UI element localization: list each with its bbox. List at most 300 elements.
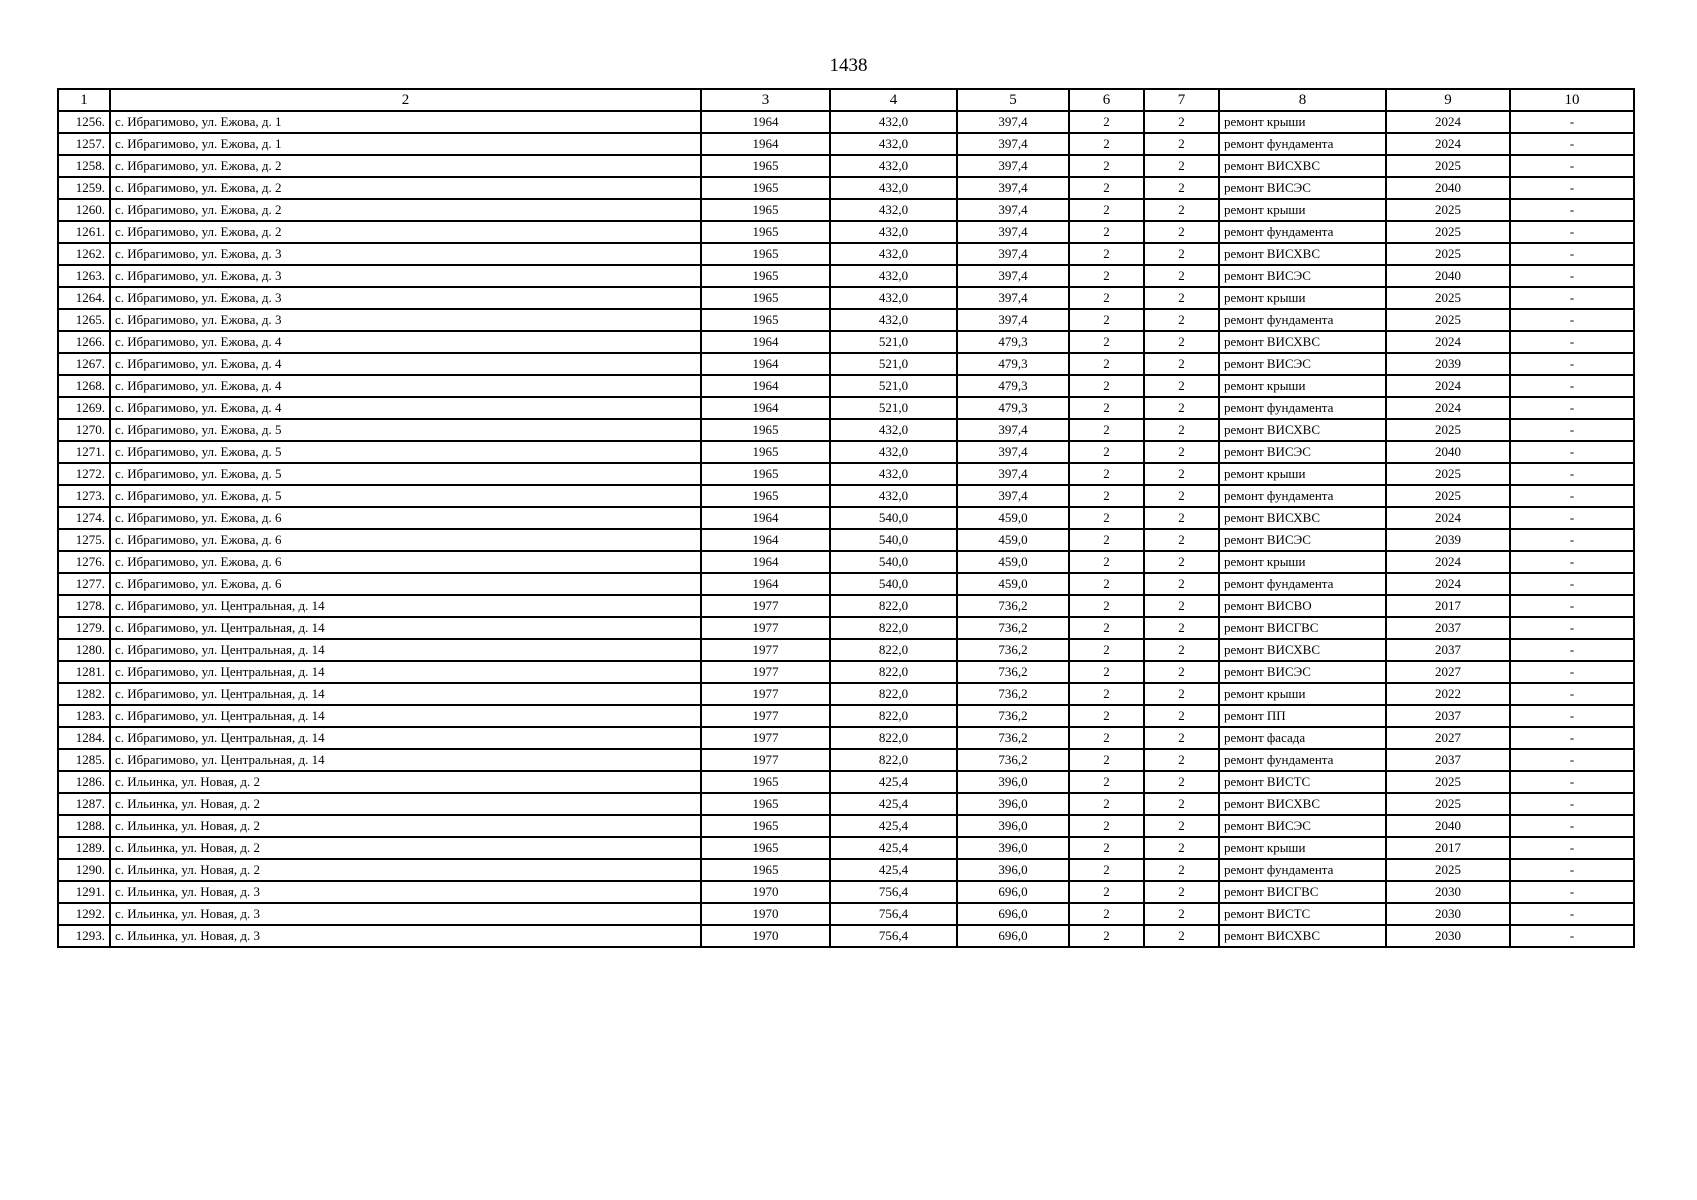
address-cell: с. Ибрагимово, ул. Ежова, д. 4 — [110, 353, 701, 375]
note-cell: - — [1510, 507, 1634, 529]
note-cell: - — [1510, 199, 1634, 221]
column-header-8: 8 — [1219, 89, 1386, 111]
table-row — [58, 419, 1634, 441]
table-row — [58, 881, 1634, 903]
year-built-cell: 1964 — [701, 375, 830, 397]
note-cell: - — [1510, 441, 1634, 463]
column-header-4: 4 — [830, 89, 957, 111]
entrances-cell: 2 — [1144, 705, 1219, 727]
year-built-cell: 1965 — [701, 155, 830, 177]
address-cell: с. Ибрагимово, ул. Ежова, д. 1 — [110, 111, 701, 133]
floors-cell: 2 — [1069, 221, 1144, 243]
living-area-cell: 736,2 — [957, 749, 1069, 771]
note-cell: - — [1510, 353, 1634, 375]
total-area-cell: 432,0 — [830, 265, 957, 287]
repair-year-cell: 2024 — [1386, 551, 1510, 573]
living-area-cell: 736,2 — [957, 595, 1069, 617]
total-area-cell: 432,0 — [830, 287, 957, 309]
year-built-cell: 1977 — [701, 595, 830, 617]
repair-year-cell: 2024 — [1386, 507, 1510, 529]
table-row — [58, 507, 1634, 529]
table-row — [58, 771, 1634, 793]
note-cell: - — [1510, 727, 1634, 749]
floors-cell: 2 — [1069, 287, 1144, 309]
work-type-cell: ремонт крыши — [1219, 287, 1386, 309]
table-row — [58, 397, 1634, 419]
living-area-cell: 397,4 — [957, 265, 1069, 287]
column-header-1: 1 — [58, 89, 110, 111]
work-type-cell: ремонт фундамента — [1219, 397, 1386, 419]
living-area-cell: 396,0 — [957, 793, 1069, 815]
floors-cell: 2 — [1069, 771, 1144, 793]
floors-cell: 2 — [1069, 111, 1144, 133]
work-type-cell: ремонт фундамента — [1219, 221, 1386, 243]
year-built-cell: 1965 — [701, 287, 830, 309]
address-cell: с. Ильинка, ул. Новая, д. 2 — [110, 815, 701, 837]
row-number-cell: 1259. — [58, 177, 110, 199]
work-type-cell: ремонт ВИСХВС — [1219, 155, 1386, 177]
repair-year-cell: 2040 — [1386, 177, 1510, 199]
total-area-cell: 822,0 — [830, 749, 957, 771]
total-area-cell: 521,0 — [830, 375, 957, 397]
row-number-cell: 1284. — [58, 727, 110, 749]
floors-cell: 2 — [1069, 309, 1144, 331]
living-area-cell: 696,0 — [957, 903, 1069, 925]
year-built-cell: 1964 — [701, 133, 830, 155]
row-number-cell: 1271. — [58, 441, 110, 463]
floors-cell: 2 — [1069, 419, 1144, 441]
work-type-cell: ремонт ВИСГВС — [1219, 881, 1386, 903]
year-built-cell: 1964 — [701, 397, 830, 419]
living-area-cell: 736,2 — [957, 661, 1069, 683]
entrances-cell: 2 — [1144, 573, 1219, 595]
note-cell: - — [1510, 617, 1634, 639]
note-cell: - — [1510, 925, 1634, 947]
work-type-cell: ремонт фундамента — [1219, 573, 1386, 595]
entrances-cell: 2 — [1144, 397, 1219, 419]
entrances-cell: 2 — [1144, 485, 1219, 507]
entrances-cell: 2 — [1144, 859, 1219, 881]
repair-year-cell: 2024 — [1386, 375, 1510, 397]
row-number-cell: 1280. — [58, 639, 110, 661]
living-area-cell: 479,3 — [957, 375, 1069, 397]
floors-cell: 2 — [1069, 837, 1144, 859]
repair-year-cell: 2025 — [1386, 221, 1510, 243]
floors-cell: 2 — [1069, 265, 1144, 287]
note-cell: - — [1510, 881, 1634, 903]
living-area-cell: 736,2 — [957, 639, 1069, 661]
column-header-2: 2 — [110, 89, 701, 111]
floors-cell: 2 — [1069, 705, 1144, 727]
living-area-cell: 396,0 — [957, 815, 1069, 837]
note-cell: - — [1510, 265, 1634, 287]
row-number-cell: 1256. — [58, 111, 110, 133]
repair-year-cell: 2030 — [1386, 903, 1510, 925]
total-area-cell: 432,0 — [830, 243, 957, 265]
work-type-cell: ремонт ВИСЭС — [1219, 529, 1386, 551]
year-built-cell: 1964 — [701, 331, 830, 353]
address-cell: с. Ибрагимово, ул. Ежова, д. 5 — [110, 441, 701, 463]
total-area-cell: 425,4 — [830, 815, 957, 837]
work-type-cell: ремонт фундамента — [1219, 859, 1386, 881]
year-built-cell: 1965 — [701, 859, 830, 881]
living-area-cell: 397,4 — [957, 287, 1069, 309]
column-header-7: 7 — [1144, 89, 1219, 111]
table-row — [58, 815, 1634, 837]
table-row — [58, 837, 1634, 859]
floors-cell: 2 — [1069, 749, 1144, 771]
note-cell: - — [1510, 397, 1634, 419]
total-area-cell: 540,0 — [830, 529, 957, 551]
living-area-cell: 397,4 — [957, 221, 1069, 243]
entrances-cell: 2 — [1144, 353, 1219, 375]
entrances-cell: 2 — [1144, 133, 1219, 155]
living-area-cell: 397,4 — [957, 177, 1069, 199]
note-cell: - — [1510, 815, 1634, 837]
note-cell: - — [1510, 859, 1634, 881]
year-built-cell: 1970 — [701, 881, 830, 903]
entrances-cell: 2 — [1144, 199, 1219, 221]
note-cell: - — [1510, 155, 1634, 177]
entrances-cell: 2 — [1144, 925, 1219, 947]
address-cell: с. Ибрагимово, ул. Ежова, д. 3 — [110, 309, 701, 331]
row-number-cell: 1266. — [58, 331, 110, 353]
note-cell: - — [1510, 837, 1634, 859]
address-cell: с. Ибрагимово, ул. Центральная, д. 14 — [110, 661, 701, 683]
address-cell: с. Ильинка, ул. Новая, д. 2 — [110, 793, 701, 815]
repair-year-cell: 2039 — [1386, 353, 1510, 375]
address-cell: с. Ибрагимово, ул. Центральная, д. 14 — [110, 639, 701, 661]
total-area-cell: 432,0 — [830, 199, 957, 221]
note-cell: - — [1510, 111, 1634, 133]
note-cell: - — [1510, 661, 1634, 683]
total-area-cell: 822,0 — [830, 639, 957, 661]
row-number-cell: 1286. — [58, 771, 110, 793]
total-area-cell: 540,0 — [830, 551, 957, 573]
row-number-cell: 1263. — [58, 265, 110, 287]
note-cell: - — [1510, 375, 1634, 397]
entrances-cell: 2 — [1144, 683, 1219, 705]
entrances-cell: 2 — [1144, 265, 1219, 287]
work-type-cell: ремонт ВИСХВС — [1219, 925, 1386, 947]
total-area-cell: 521,0 — [830, 397, 957, 419]
column-header-10: 10 — [1510, 89, 1634, 111]
floors-cell: 2 — [1069, 397, 1144, 419]
address-cell: с. Ибрагимово, ул. Ежова, д. 3 — [110, 243, 701, 265]
living-area-cell: 459,0 — [957, 507, 1069, 529]
repair-year-cell: 2027 — [1386, 661, 1510, 683]
entrances-cell: 2 — [1144, 375, 1219, 397]
note-cell: - — [1510, 221, 1634, 243]
table-body — [58, 111, 1634, 947]
work-type-cell: ремонт ПП — [1219, 705, 1386, 727]
year-built-cell: 1965 — [701, 177, 830, 199]
floors-cell: 2 — [1069, 639, 1144, 661]
repair-year-cell: 2027 — [1386, 727, 1510, 749]
work-type-cell: ремонт крыши — [1219, 837, 1386, 859]
year-built-cell: 1977 — [701, 617, 830, 639]
living-area-cell: 736,2 — [957, 617, 1069, 639]
address-cell: с. Ибрагимово, ул. Ежова, д. 4 — [110, 375, 701, 397]
row-number-cell: 1292. — [58, 903, 110, 925]
table-row — [58, 133, 1634, 155]
address-cell: с. Ибрагимово, ул. Центральная, д. 14 — [110, 749, 701, 771]
entrances-cell: 2 — [1144, 595, 1219, 617]
address-cell: с. Ибрагимово, ул. Ежова, д. 6 — [110, 573, 701, 595]
total-area-cell: 432,0 — [830, 155, 957, 177]
table-row — [58, 353, 1634, 375]
repair-year-cell: 2024 — [1386, 111, 1510, 133]
note-cell: - — [1510, 133, 1634, 155]
living-area-cell: 696,0 — [957, 925, 1069, 947]
living-area-cell: 479,3 — [957, 331, 1069, 353]
address-cell: с. Ибрагимово, ул. Центральная, д. 14 — [110, 595, 701, 617]
row-number-cell: 1287. — [58, 793, 110, 815]
entrances-cell: 2 — [1144, 815, 1219, 837]
work-type-cell: ремонт ВИСХВС — [1219, 243, 1386, 265]
row-number-cell: 1267. — [58, 353, 110, 375]
entrances-cell: 2 — [1144, 749, 1219, 771]
living-area-cell: 397,4 — [957, 243, 1069, 265]
total-area-cell: 432,0 — [830, 419, 957, 441]
row-number-cell: 1268. — [58, 375, 110, 397]
year-built-cell: 1970 — [701, 903, 830, 925]
work-type-cell: ремонт фундамента — [1219, 309, 1386, 331]
living-area-cell: 736,2 — [957, 683, 1069, 705]
living-area-cell: 396,0 — [957, 859, 1069, 881]
entrances-cell: 2 — [1144, 793, 1219, 815]
table-row — [58, 485, 1634, 507]
work-type-cell: ремонт крыши — [1219, 375, 1386, 397]
living-area-cell: 479,3 — [957, 353, 1069, 375]
year-built-cell: 1964 — [701, 353, 830, 375]
repair-year-cell: 2025 — [1386, 309, 1510, 331]
address-cell: с. Ильинка, ул. Новая, д. 3 — [110, 903, 701, 925]
year-built-cell: 1965 — [701, 309, 830, 331]
table-row — [58, 331, 1634, 353]
work-type-cell: ремонт ВИСВО — [1219, 595, 1386, 617]
row-number-cell: 1257. — [58, 133, 110, 155]
year-built-cell: 1977 — [701, 705, 830, 727]
entrances-cell: 2 — [1144, 463, 1219, 485]
floors-cell: 2 — [1069, 485, 1144, 507]
address-cell: с. Ибрагимово, ул. Ежова, д. 5 — [110, 463, 701, 485]
total-area-cell: 432,0 — [830, 463, 957, 485]
row-number-cell: 1258. — [58, 155, 110, 177]
total-area-cell: 521,0 — [830, 331, 957, 353]
repair-year-cell: 2030 — [1386, 881, 1510, 903]
entrances-cell: 2 — [1144, 177, 1219, 199]
repair-schedule-table — [57, 88, 1635, 948]
living-area-cell: 459,0 — [957, 573, 1069, 595]
living-area-cell: 736,2 — [957, 705, 1069, 727]
address-cell: с. Ибрагимово, ул. Центральная, д. 14 — [110, 617, 701, 639]
column-header-3: 3 — [701, 89, 830, 111]
note-cell: - — [1510, 485, 1634, 507]
address-cell: с. Ибрагимово, ул. Ежова, д. 1 — [110, 133, 701, 155]
repair-year-cell: 2025 — [1386, 155, 1510, 177]
column-header-5: 5 — [957, 89, 1069, 111]
total-area-cell: 432,0 — [830, 485, 957, 507]
address-cell: с. Ибрагимово, ул. Ежова, д. 3 — [110, 265, 701, 287]
floors-cell: 2 — [1069, 727, 1144, 749]
address-cell: с. Ибрагимово, ул. Ежова, д. 4 — [110, 331, 701, 353]
repair-year-cell: 2025 — [1386, 859, 1510, 881]
row-number-cell: 1273. — [58, 485, 110, 507]
floors-cell: 2 — [1069, 925, 1144, 947]
entrances-cell: 2 — [1144, 639, 1219, 661]
floors-cell: 2 — [1069, 353, 1144, 375]
repair-year-cell: 2017 — [1386, 837, 1510, 859]
work-type-cell: ремонт крыши — [1219, 683, 1386, 705]
work-type-cell: ремонт фундамента — [1219, 485, 1386, 507]
note-cell: - — [1510, 793, 1634, 815]
table-row — [58, 199, 1634, 221]
total-area-cell: 822,0 — [830, 595, 957, 617]
total-area-cell: 432,0 — [830, 221, 957, 243]
row-number-cell: 1276. — [58, 551, 110, 573]
total-area-cell: 521,0 — [830, 353, 957, 375]
floors-cell: 2 — [1069, 463, 1144, 485]
entrances-cell: 2 — [1144, 727, 1219, 749]
address-cell: с. Ибрагимово, ул. Ежова, д. 2 — [110, 177, 701, 199]
living-area-cell: 696,0 — [957, 881, 1069, 903]
table-row — [58, 749, 1634, 771]
work-type-cell: ремонт ВИСЭС — [1219, 815, 1386, 837]
repair-year-cell: 2040 — [1386, 815, 1510, 837]
row-number-cell: 1291. — [58, 881, 110, 903]
total-area-cell: 822,0 — [830, 661, 957, 683]
repair-year-cell: 2037 — [1386, 705, 1510, 727]
work-type-cell: ремонт ВИСТС — [1219, 903, 1386, 925]
living-area-cell: 479,3 — [957, 397, 1069, 419]
table-row — [58, 705, 1634, 727]
column-header-9: 9 — [1386, 89, 1510, 111]
work-type-cell: ремонт ВИСТС — [1219, 771, 1386, 793]
entrances-cell: 2 — [1144, 617, 1219, 639]
total-area-cell: 432,0 — [830, 309, 957, 331]
repair-year-cell: 2037 — [1386, 749, 1510, 771]
living-area-cell: 397,4 — [957, 441, 1069, 463]
entrances-cell: 2 — [1144, 155, 1219, 177]
table-row — [58, 595, 1634, 617]
work-type-cell: ремонт ВИСЭС — [1219, 661, 1386, 683]
year-built-cell: 1965 — [701, 485, 830, 507]
repair-year-cell: 2024 — [1386, 133, 1510, 155]
address-cell: с. Ильинка, ул. Новая, д. 2 — [110, 771, 701, 793]
living-area-cell: 397,4 — [957, 155, 1069, 177]
work-type-cell: ремонт крыши — [1219, 463, 1386, 485]
note-cell: - — [1510, 177, 1634, 199]
floors-cell: 2 — [1069, 881, 1144, 903]
table-row — [58, 111, 1634, 133]
page-number: 1438 — [829, 55, 868, 76]
address-cell: с. Ильинка, ул. Новая, д. 3 — [110, 881, 701, 903]
entrances-cell: 2 — [1144, 309, 1219, 331]
total-area-cell: 822,0 — [830, 617, 957, 639]
header-row — [58, 89, 1634, 111]
note-cell: - — [1510, 529, 1634, 551]
table-row — [58, 375, 1634, 397]
note-cell: - — [1510, 639, 1634, 661]
year-built-cell: 1965 — [701, 243, 830, 265]
note-cell: - — [1510, 331, 1634, 353]
repair-year-cell: 2017 — [1386, 595, 1510, 617]
floors-cell: 2 — [1069, 133, 1144, 155]
note-cell: - — [1510, 749, 1634, 771]
address-cell: с. Ибрагимово, ул. Ежова, д. 6 — [110, 551, 701, 573]
year-built-cell: 1965 — [701, 199, 830, 221]
address-cell: с. Ибрагимово, ул. Ежова, д. 4 — [110, 397, 701, 419]
note-cell: - — [1510, 573, 1634, 595]
table-row — [58, 727, 1634, 749]
year-built-cell: 1965 — [701, 837, 830, 859]
row-number-cell: 1261. — [58, 221, 110, 243]
living-area-cell: 397,4 — [957, 199, 1069, 221]
table-row — [58, 177, 1634, 199]
year-built-cell: 1965 — [701, 463, 830, 485]
year-built-cell: 1965 — [701, 771, 830, 793]
repair-year-cell: 2024 — [1386, 397, 1510, 419]
total-area-cell: 425,4 — [830, 793, 957, 815]
row-number-cell: 1281. — [58, 661, 110, 683]
note-cell: - — [1510, 309, 1634, 331]
work-type-cell: ремонт ВИСХВС — [1219, 331, 1386, 353]
repair-year-cell: 2025 — [1386, 771, 1510, 793]
work-type-cell: ремонт ВИСЭС — [1219, 353, 1386, 375]
table-row — [58, 309, 1634, 331]
total-area-cell: 822,0 — [830, 705, 957, 727]
repair-year-cell: 2022 — [1386, 683, 1510, 705]
work-type-cell: ремонт ВИСЭС — [1219, 265, 1386, 287]
total-area-cell: 540,0 — [830, 573, 957, 595]
total-area-cell: 425,4 — [830, 859, 957, 881]
repair-year-cell: 2040 — [1386, 265, 1510, 287]
floors-cell: 2 — [1069, 155, 1144, 177]
floors-cell: 2 — [1069, 661, 1144, 683]
repair-year-cell: 2030 — [1386, 925, 1510, 947]
table-row — [58, 463, 1634, 485]
year-built-cell: 1964 — [701, 551, 830, 573]
total-area-cell: 425,4 — [830, 771, 957, 793]
table-row — [58, 903, 1634, 925]
floors-cell: 2 — [1069, 551, 1144, 573]
living-area-cell: 397,4 — [957, 309, 1069, 331]
table-row — [58, 617, 1634, 639]
address-cell: с. Ильинка, ул. Новая, д. 2 — [110, 837, 701, 859]
table-row — [58, 661, 1634, 683]
table-row — [58, 221, 1634, 243]
address-cell: с. Ибрагимово, ул. Центральная, д. 14 — [110, 683, 701, 705]
living-area-cell: 459,0 — [957, 529, 1069, 551]
table-row — [58, 441, 1634, 463]
floors-cell: 2 — [1069, 507, 1144, 529]
table-row — [58, 155, 1634, 177]
floors-cell: 2 — [1069, 595, 1144, 617]
work-type-cell: ремонт ВИСЭС — [1219, 177, 1386, 199]
work-type-cell: ремонт крыши — [1219, 199, 1386, 221]
repair-year-cell: 2025 — [1386, 485, 1510, 507]
floors-cell: 2 — [1069, 683, 1144, 705]
total-area-cell: 756,4 — [830, 881, 957, 903]
year-built-cell: 1965 — [701, 419, 830, 441]
year-built-cell: 1964 — [701, 111, 830, 133]
row-number-cell: 1282. — [58, 683, 110, 705]
year-built-cell: 1965 — [701, 441, 830, 463]
year-built-cell: 1977 — [701, 727, 830, 749]
address-cell: с. Ильинка, ул. Новая, д. 2 — [110, 859, 701, 881]
table-row — [58, 925, 1634, 947]
